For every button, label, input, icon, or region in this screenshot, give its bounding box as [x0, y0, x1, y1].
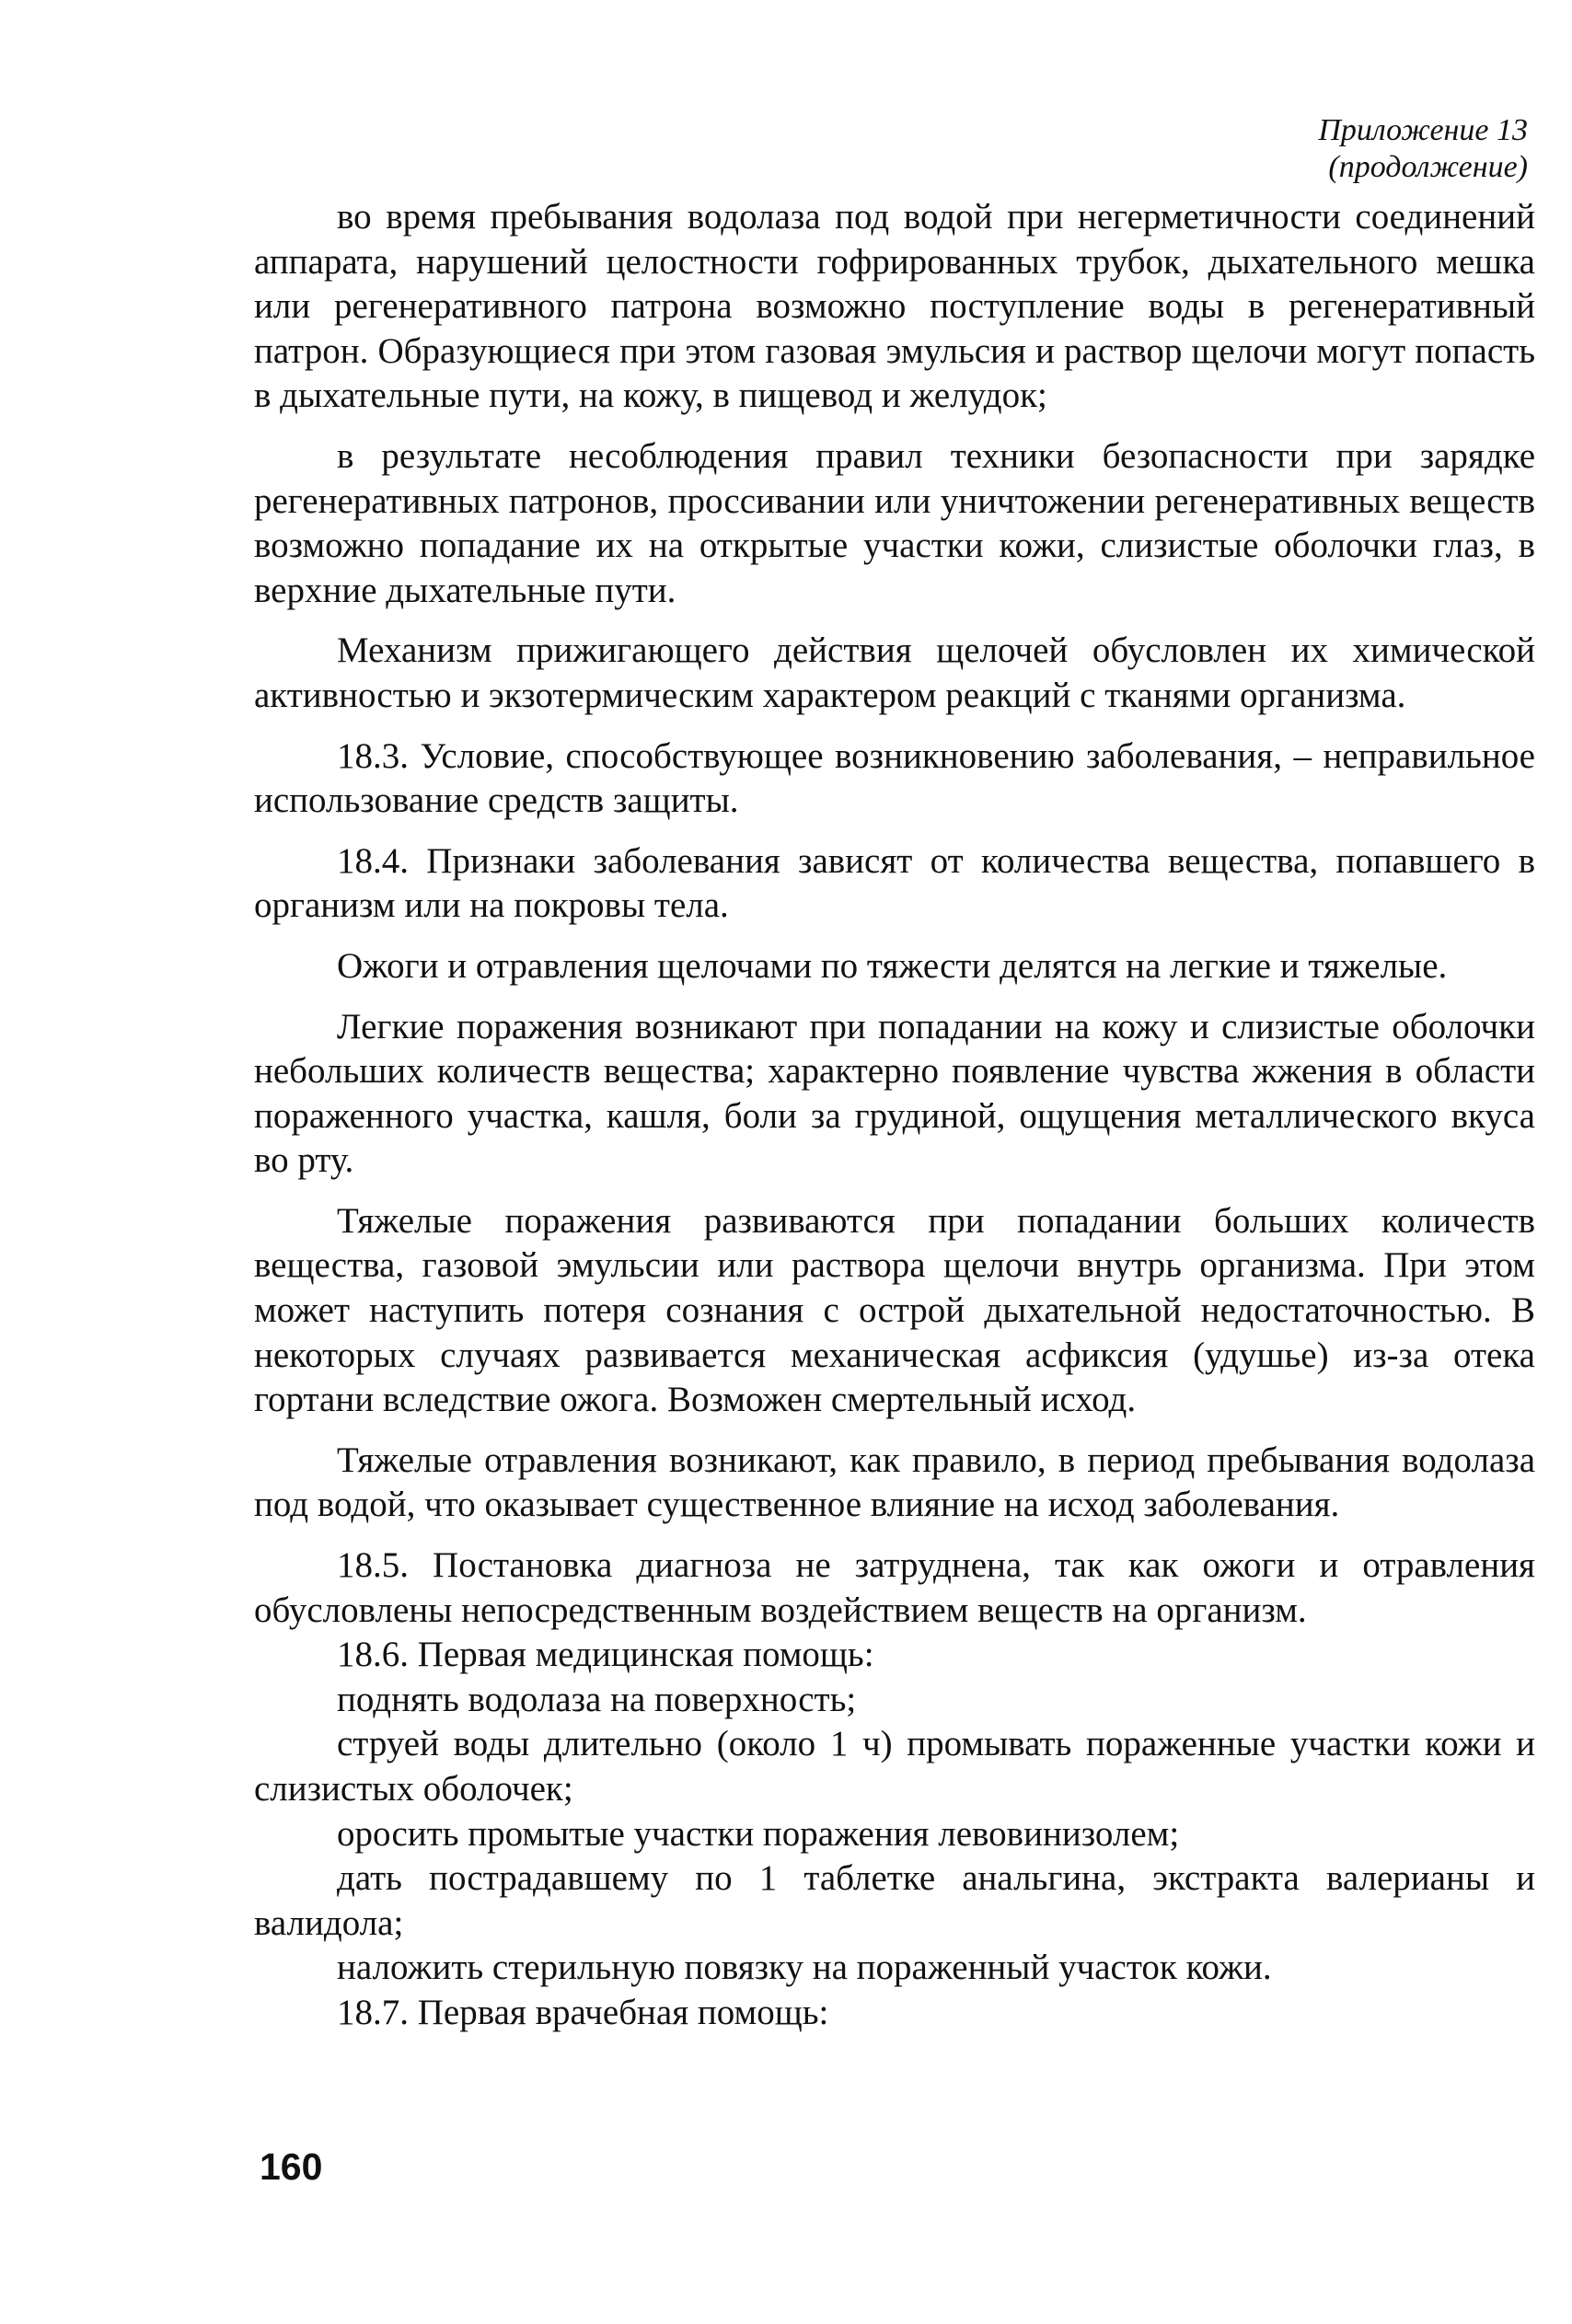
paragraph: Тяжелые поражения развиваются при попадании больших количеств вещества, газовой эмульсии или раствора щелочи внутрь организма. При этом может наступить потеря сознания с острой дыхательной недостаточностью. В некоторых случаях развивается механическая асфиксия (удушье) из-за отека гортани вследствие ожога. Возможен смертельный исход. [254, 1200, 1535, 1420]
page-number: 160 [260, 2145, 323, 2188]
list-heading: 18.6. Первая медицинская помощь: [337, 1635, 874, 1675]
section-heading: 18.7. Первая врачебная помощь: [337, 1992, 829, 2032]
continuation-label: (продолжение) [1328, 150, 1528, 184]
appendix-label: Приложение 13 [1318, 113, 1528, 147]
running-head [1318, 112, 1528, 186]
paragraph: 18.5. Постановка диагноза не затруднена, так как ожоги и отравления обусловлены непосредственным воздействием веществ на организм. [254, 1545, 1535, 1630]
body-text [254, 195, 1535, 2036]
list-item: дать пострадавшему по 1 таблетке анальгина, экстракта валерианы и валидола; [254, 1858, 1535, 1943]
paragraph: в результате несоблюдения правил техники безопасности при зарядке регенеративных патронов, проссивании или уничтожении регенеративных веществ возможно попадание их на открытые участки кожи, слизистые оболочки глаз, в верхние дыхательные пути. [254, 435, 1535, 610]
paragraph: 18.4. Признаки заболевания зависят от количества вещества, попавшего в организм или на покровы тела. [254, 840, 1535, 926]
paragraph: Легкие поражения возникают при попадании на кожу и слизистые оболочки небольших количеств вещества; характерно появление чувства жжения в области пораженного участка, кашля, боли за грудиной, ощущения металлического вкуса во рту. [254, 1006, 1535, 1181]
list-item: оросить промытые участки поражения левовинизолем; [337, 1813, 1180, 1854]
list-item: струей воды длительно (около 1 ч) промывать пораженные участки кожи и слизистых оболочек; [254, 1724, 1535, 1809]
paragraph: Ожоги и отравления щелочами по тяжести делятся на легкие и тяжелые. [337, 945, 1448, 986]
list-item: поднять водолаза на поверхность; [337, 1679, 857, 1719]
paragraph: Механизм прижигающего действия щелочей обусловлен их химической активностью и экзотермическим характером реакций с тканями организма. [254, 630, 1535, 715]
list-item: наложить стерильную повязку на пораженный участок кожи. [337, 1948, 1272, 1988]
paragraph: Тяжелые отравления возникают, как правило, в период пребывания водолаза под водой, что оказывает существенное влияние на исход заболевания. [254, 1439, 1535, 1525]
paragraph: 18.3. Условие, способствующее возникновению заболевания, – неправильное использование средств защиты. [254, 735, 1535, 821]
paragraph: во время пребывания водолаза под водой при негерметичности соединений аппарата, нарушений целостности гофрированных трубок, дыхательного мешка или регенеративного патрона возможно поступление воды в регенеративный патрон. Образующиеся при этом газовая эмульсия и раствор щелочи могут попасть в дыхательные пути, на кожу, в пищевод и желудок; [254, 197, 1535, 416]
